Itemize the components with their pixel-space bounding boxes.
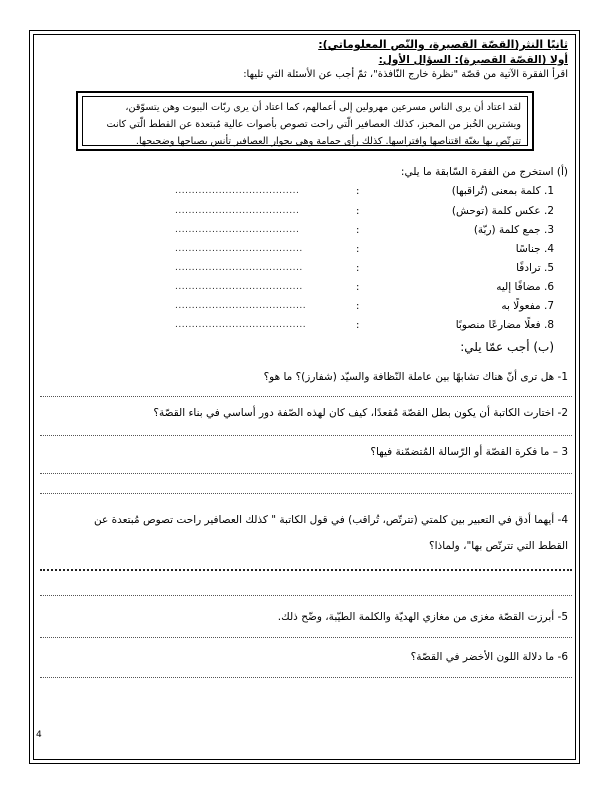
item-colon: : — [356, 206, 360, 217]
question-1: 1- هل ترى أنّ هناك تشابهًا بين عاملة النّظافة والسيّد (شفارز)؟ ما هو؟ — [263, 371, 568, 383]
passage-text — [82, 96, 528, 146]
item-colon: : — [356, 282, 360, 293]
answer-line[interactable] — [40, 569, 572, 571]
section-title: ثانيًا النثر(القصّة القصيرة، والنّص المعلوماتي): — [318, 38, 568, 51]
question-2: 2- اختارت الكاتبة أن يكون بطل القصّة مُقعدًا، كيف كان لهذه الصّفة دور أساسي في بناء القصّة؟ — [153, 407, 568, 419]
part-a-item-7: 7. مفعولًا به — [501, 300, 554, 312]
answer-line[interactable] — [40, 493, 572, 494]
part-a-heading: (أ) استخرج من الفقرة السّابقة ما يلي: — [400, 166, 568, 178]
part-b-heading: (ب) أجب عمّا يلي: — [460, 340, 554, 354]
item-colon: : — [356, 320, 360, 331]
answer-line[interactable] — [40, 595, 572, 596]
instruction: اقرأ الفقرة الآتية من قصّة "نظرة خارج النّافذة"، ثمّ أجب عن الأسئلة التي تليها: — [243, 69, 568, 80]
answer-line[interactable] — [40, 396, 572, 397]
part-a-item-5: 5. ترادفًا — [516, 262, 554, 274]
answer-field-3[interactable]: ..................................... — [175, 225, 300, 235]
question-4-continued: القطط التي تترتّص بها"، ولماذا؟ — [429, 540, 568, 552]
item-colon: : — [356, 225, 360, 236]
part-a-item-2: 2. عكس كلمة (توحش) — [451, 205, 554, 217]
question-4: 4- أيهما أدق في التعبير بين كلمتي (تترتّص، تُراقب) في قول الكاتبة " كذلك العصافير راحت تصوص مُبتعدة عن — [93, 514, 568, 526]
passage-box — [76, 91, 534, 151]
item-colon: : — [356, 244, 360, 255]
passage-line: لقد اعتاد أن يرى الناس مسرعين مهرولين إلى أعمالهم، كما اعتاد أن يرى ربّات البيوت وهن يتسوّقن، — [125, 102, 521, 113]
passage-line: ويشترين الخُبز من المخبز، كذلك العصافير الّتي راحت تصوص بأصوات عالية مُبتعدة عن القطط الّتي كانت — [106, 119, 521, 130]
part-a-item-3: 3. جمع كلمة (ربّة) — [473, 224, 554, 236]
answer-field-6[interactable]: ...................................... — [175, 282, 303, 292]
answer-line[interactable] — [40, 435, 572, 436]
item-colon: : — [356, 301, 360, 312]
page-number: 4 — [36, 730, 42, 740]
part-a-item-8: 8. فعلًا مضارعًا منصوبًا — [455, 319, 554, 331]
answer-field-7[interactable]: ....................................... — [175, 301, 307, 311]
part-a-item-4: 4. جناسًا — [515, 243, 554, 255]
question-6: 6- ما دلالة اللون الأخضر في القصّة؟ — [410, 651, 568, 663]
item-colon: : — [356, 263, 360, 274]
answer-line[interactable] — [40, 637, 572, 638]
question-title: أولا (القصّة القصيرة): السؤال الأول: — [378, 54, 568, 66]
answer-field-1[interactable]: ..................................... — [175, 186, 300, 196]
answer-field-8[interactable]: ....................................... — [175, 320, 307, 330]
answer-field-5[interactable]: ...................................... — [175, 263, 303, 273]
answer-field-4[interactable]: ...................................... — [175, 244, 303, 254]
question-3: 3 – ما فكرة القصّة أو الرّسالة المُتضمّنة فيها؟ — [370, 446, 568, 458]
question-5: 5- أبرزت القصّة مغزى من مغازي الهديّة والكلمة الطيّبة، وضّح ذلك. — [277, 611, 568, 623]
item-colon: : — [356, 186, 360, 197]
passage-line: تترتّص بها بغيّة اقتناصها وافتراسها. كذلك رأى حمامة وهي بجوار العصافير تأنس بصياحها وضجيجها. — [135, 136, 521, 147]
part-a-item-6: 6. مضافًا إليه — [496, 281, 554, 293]
answer-line[interactable] — [40, 677, 572, 678]
answer-field-2[interactable]: ..................................... — [175, 206, 300, 216]
part-a-item-1: 1. كلمة بمعنى (تُراقبها) — [451, 185, 554, 197]
answer-line[interactable] — [40, 473, 572, 474]
